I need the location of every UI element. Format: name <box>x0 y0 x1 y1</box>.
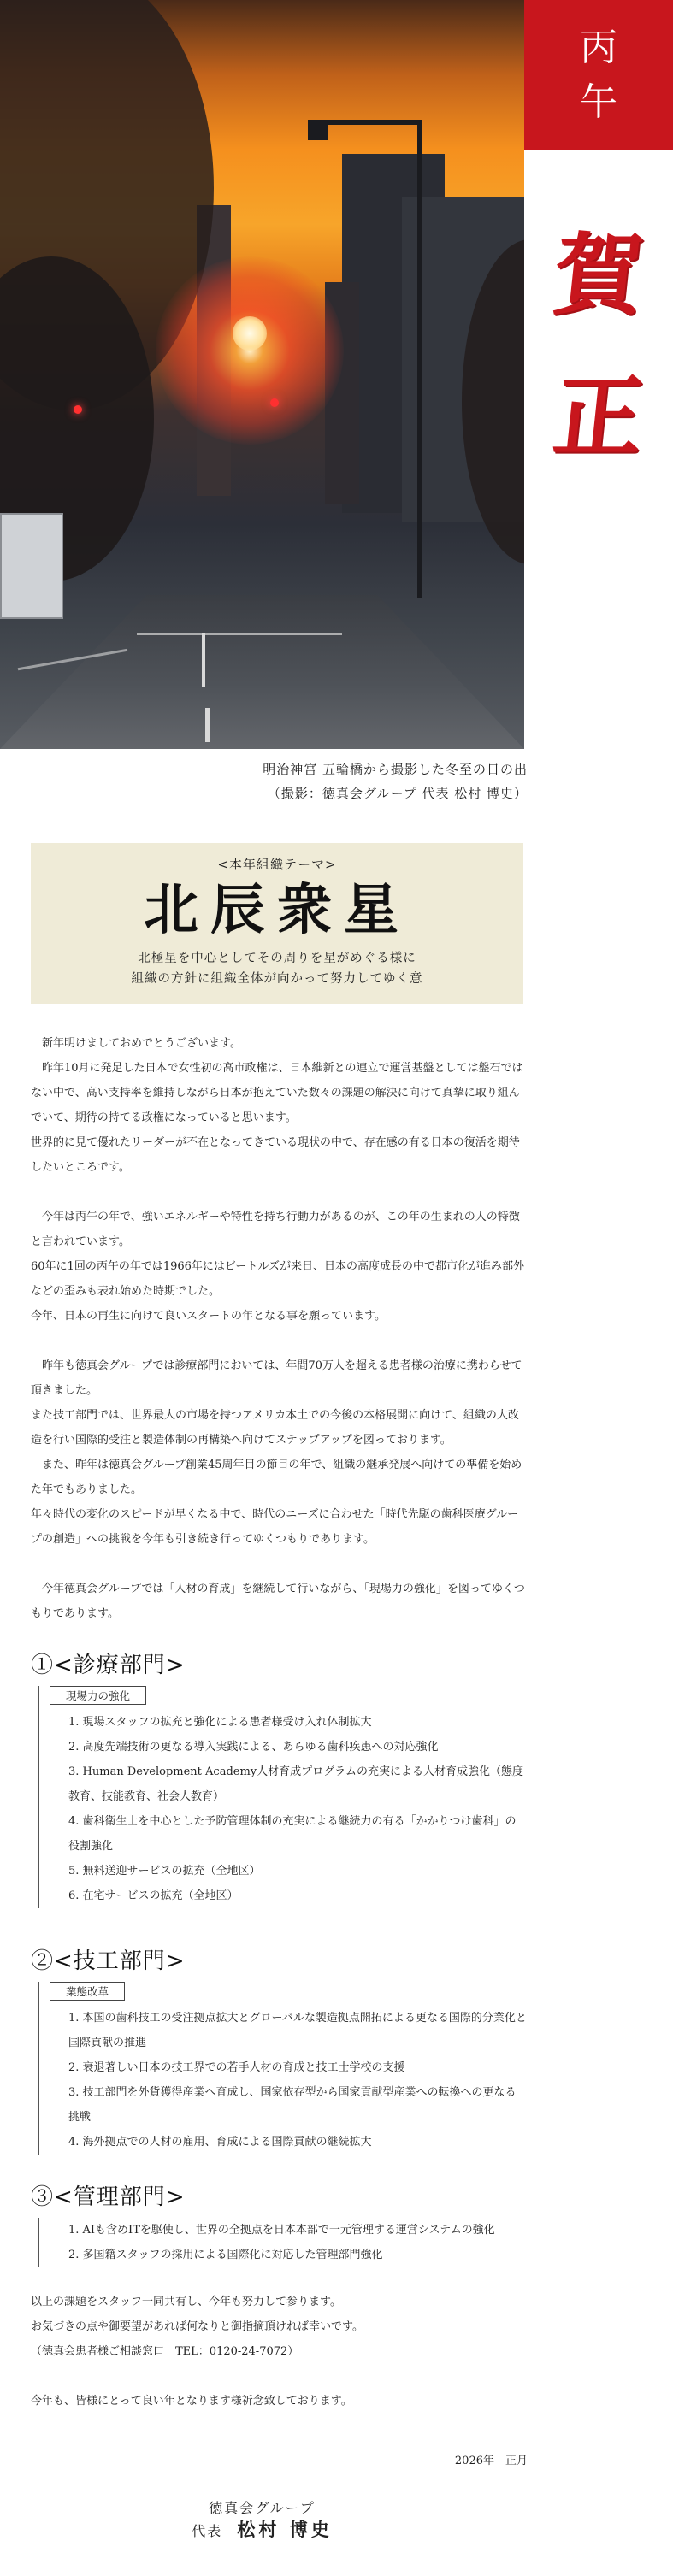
zodiac-year-badge <box>524 0 673 150</box>
list-item: 4. 歯科衛生士を中心とした予防管理体制の充実による継続力の有る「かかりつけ歯科」の役割強化 <box>68 1815 517 1853</box>
paragraph: 新年明けましておめでとうございます。 <box>42 1037 241 1050</box>
closing-line: 今年も、皆様にとって良い年となります様祈念致しております。 <box>31 2395 352 2408</box>
list-item: 2. 高度先端技術の更なる導入実践による、あらゆる歯科疾患への対応強化 <box>68 1741 439 1754</box>
section-list <box>51 2218 527 2267</box>
section-title: ①<診療部門> <box>31 1653 186 1678</box>
signature-name: 松村 博史 <box>237 2519 333 2540</box>
photo-caption <box>263 757 528 805</box>
paragraph: 昨年10月に発足した日本で女性初の高市政権は、日本維新との連立で運営基盤としては盤石ではない中で、高い支持率を維持しながら日本が抱えていた数々の課題の解決に向けて真摯に取り組んでいて、期待の持てる政権になっていると思います。 <box>31 1062 523 1124</box>
list-item: 1. 本国の歯科技工の受注拠点拡大とグローバルな製造拠点開拓による更なる国際的分業化と国際貢献の推進 <box>68 2012 527 2049</box>
section-title: ②<技工部門> <box>31 1948 186 1974</box>
list-item: 3. 技工部門を外貨獲得産業へ育成し、国家依存型から国家貢献型産業への転換への更なる挑戦 <box>68 2086 517 2124</box>
greeting-char-2: 正 <box>548 364 649 469</box>
sunrise-photo <box>0 0 524 749</box>
paragraph: 世界的に見て優れたリーダーが不在となってきている現状の中で、存在感の有る日本の復活を期待したいところです。 <box>31 1136 520 1174</box>
list-item: 1. 現場スタッフの拡充と強化による患者様受け入れ体制拡大 <box>68 1716 372 1729</box>
signature-title: 代表 <box>192 2523 223 2539</box>
greeting-body <box>31 1031 527 1626</box>
greeting-char-1: 賀 <box>548 222 649 327</box>
closing-line: お気づきの点や御要望があれば何なりと御指摘頂ければ幸いです。 <box>31 2320 363 2333</box>
new-year-greeting <box>524 222 673 515</box>
theme-title: 北辰衆星 <box>144 878 410 942</box>
list-item: 2. 多国籍スタッフの採用による国際化に対応した管理部門強化 <box>68 2249 383 2261</box>
paragraph: 昨年も徳真会グループでは診療部門においては、年間70万人を超える患者様の治療に携わらせて頂きました。 <box>31 1359 522 1397</box>
list-item: 6. 在宅サービスの拡充（全地区） <box>68 1889 239 1902</box>
paragraph: 今年は丙午の年で、強いエネルギーや特性を持ち行動力があるのが、この年の生まれの人の特徴と言われています。 <box>31 1211 520 1248</box>
zodiac-char-1: 丙 <box>580 26 617 69</box>
section-tag: 現場力の強化 <box>50 1686 146 1705</box>
theme-desc-line-2: 組織の方針に組織全体が向かって努力してゆく意 <box>131 972 423 986</box>
section-clinical <box>31 1650 527 1908</box>
paragraph: 今年、日本の再生に向けて良いスタートの年となる事を願っています。 <box>31 1310 386 1323</box>
list-item: 2. 衰退著しい日本の技工界での若手人材の育成と技工士学校の支援 <box>68 2061 405 2074</box>
signature <box>0 2498 524 2543</box>
section-list <box>51 1710 527 1908</box>
section-tag: 業態改革 <box>50 1982 125 2001</box>
caption-line-2: （撮影：徳真会グループ 代表 松村 博史） <box>267 786 528 801</box>
list-item: 3. Human Development Academy人材育成プログラムの充実による人材育成強化（態度教育、技能教育、社会人教育） <box>68 1765 524 1803</box>
list-item: 5. 無料送迎サービスの拡充（全地区） <box>68 1865 261 1877</box>
zodiac-char-2: 午 <box>580 80 617 124</box>
paragraph: また技工部門では、世界最大の市場を持つアメリカ本土での今後の本格展開に向けて、組織の大改造を行い国際的受注と製造体制の再構築へ向けてステップアップを図っております。 <box>31 1409 519 1447</box>
section-list <box>51 2006 527 2155</box>
theme-label: <本年組織テーマ> <box>217 857 337 872</box>
paragraph: また、昨年は徳真会グループ創業45周年目の節目の年で、組織の継承発展へ向けての準備を始めた年でもありました。 <box>31 1459 522 1496</box>
section-title: ③<管理部門> <box>31 2184 186 2210</box>
closing-line: 以上の課題をスタッフ一同共有し、今年も努力して参ります。 <box>31 2296 341 2308</box>
list-item: 1. AIも含めITを駆使し、世界の全拠点を日本本部で一元管理する運営システムの強化 <box>68 2224 495 2237</box>
paragraph: 60年に1回の丙午の年では1966年にはビートルズが来日、日本の高度成長の中で都市化が進み部外などの歪みも表れ始めた時期でした。 <box>31 1260 524 1298</box>
letter-date: 2026年 正月 <box>454 2455 528 2467</box>
closing-line: （徳真会患者様ご相談窓口 TEL：0120-24-7072） <box>31 2345 299 2358</box>
paragraph: 今年徳真会グループでは「人材の育成」を継続して行いながら、「現場力の強化」を図ってゆくつもりであります。 <box>31 1583 525 1620</box>
closing-text <box>31 2290 527 2414</box>
paragraph: 年々時代の変化のスピードが早くなる中で、時代のニーズに合わせた「時代先駆の歯科医療グループの創造」への挑戦を今年も引き続き行ってゆくつもりであります。 <box>31 1508 519 1546</box>
list-item: 4. 海外拠点での人材の雇用、育成による国際貢献の継続拡大 <box>68 2136 372 2149</box>
section-technical <box>31 1946 527 2155</box>
caption-line-1: 明治神宮 五輪橋から撮影した冬至の日の出 <box>263 762 528 777</box>
organization-theme-box <box>31 843 523 1004</box>
signature-org: 徳真会グループ <box>209 2500 316 2516</box>
theme-desc-line-1: 北極星を中心としてその周りを星がめぐる様に <box>138 952 416 965</box>
section-management <box>31 2182 527 2267</box>
